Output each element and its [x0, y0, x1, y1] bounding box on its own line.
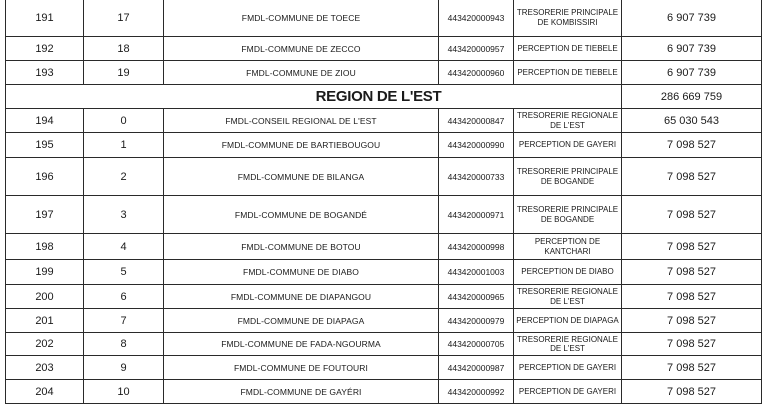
table-row — [6, 196, 762, 234]
account-code: 443420000943 — [439, 0, 514, 37]
row-index: 9 — [84, 356, 164, 380]
amount: 65 030 543 — [622, 109, 762, 133]
account-code: 443420000979 — [439, 309, 514, 333]
row-index: 0 — [84, 109, 164, 133]
table-row — [6, 285, 762, 309]
treasury-post: TRESORERIE PRINCIPALE DE BOGANDE — [514, 196, 622, 234]
commune-name: FMDL-COMMUNE DE DIABO — [164, 260, 439, 285]
treasury-post: PERCEPTION DE TIEBELE — [514, 61, 622, 85]
commune-name: FMDL-COMMUNE DE TOECE — [164, 0, 439, 37]
row-number: 200 — [6, 285, 84, 309]
treasury-post: PERCEPTION DE TIEBELE — [514, 37, 622, 61]
row-index: 7 — [84, 309, 164, 333]
treasury-post: PERCEPTION DE GAYERI — [514, 356, 622, 380]
commune-name: FMDL-CONSEIL REGIONAL DE L'EST — [164, 109, 439, 133]
amount: 6 907 739 — [622, 0, 762, 37]
account-code: 443420000965 — [439, 285, 514, 309]
row-number: 195 — [6, 133, 84, 158]
table-row — [6, 158, 762, 196]
row-number: 194 — [6, 109, 84, 133]
commune-name: FMDL-COMMUNE DE BARTIEBOUGOU — [164, 133, 439, 158]
row-index: 1 — [84, 133, 164, 158]
row-number: 203 — [6, 356, 84, 380]
table-row — [6, 37, 762, 61]
treasury-post: TRESORERIE PRINCIPALE DE BOGANDE — [514, 158, 622, 196]
row-number: 191 — [6, 0, 84, 37]
row-index: 18 — [84, 37, 164, 61]
amount: 7 098 527 — [622, 234, 762, 260]
commune-name: FMDL-COMMUNE DE DIAPANGOU — [164, 285, 439, 309]
commune-name: FMDL-COMMUNE DE FOUTOURI — [164, 356, 439, 380]
amount: 7 098 527 — [622, 196, 762, 234]
treasury-post: PERCEPTION DE KANTCHARI — [514, 234, 622, 260]
row-number: 192 — [6, 37, 84, 61]
account-code: 443420000733 — [439, 158, 514, 196]
table-row — [6, 260, 762, 285]
amount: 7 098 527 — [622, 285, 762, 309]
row-number: 204 — [6, 380, 84, 404]
table-row — [6, 356, 762, 380]
row-number: 201 — [6, 309, 84, 333]
commune-name: FMDL-COMMUNE DE ZECCO — [164, 37, 439, 61]
amount: 6 907 739 — [622, 61, 762, 85]
treasury-post: TRESORERIE REGIONALE DE L'EST — [514, 109, 622, 133]
commune-name: FMDL-COMMUNE DE DIAPAGA — [164, 309, 439, 333]
treasury-post: PERCEPTION DE GAYERI — [514, 133, 622, 158]
treasury-post: TRESORERIE PRINCIPALE DE KOMBISSIRI — [514, 0, 622, 37]
amount: 7 098 527 — [622, 309, 762, 333]
commune-name: FMDL-COMMUNE DE GAYÉRI — [164, 380, 439, 404]
account-code: 443420000960 — [439, 61, 514, 85]
table-row — [6, 0, 762, 37]
row-index: 8 — [84, 333, 164, 356]
amount: 7 098 527 — [622, 133, 762, 158]
treasury-post: PERCEPTION DE GAYERI — [514, 380, 622, 404]
row-number: 197 — [6, 196, 84, 234]
amount: 7 098 527 — [622, 356, 762, 380]
account-code: 443420000847 — [439, 109, 514, 133]
account-code: 443420000705 — [439, 333, 514, 356]
amount: 6 907 739 — [622, 37, 762, 61]
row-index: 2 — [84, 158, 164, 196]
table-row — [6, 61, 762, 85]
row-index: 19 — [84, 61, 164, 85]
account-code: 443420000971 — [439, 196, 514, 234]
row-index: 3 — [84, 196, 164, 234]
row-number: 199 — [6, 260, 84, 285]
row-index: 17 — [84, 0, 164, 37]
commune-name: FMDL-COMMUNE DE BOTOU — [164, 234, 439, 260]
treasury-post: TRESORERIE REGIONALE DE L'EST — [514, 333, 622, 356]
amount: 7 098 527 — [622, 158, 762, 196]
row-index: 5 — [84, 260, 164, 285]
commune-name: FMDL-COMMUNE DE FADA-NGOURMA — [164, 333, 439, 356]
region-row — [6, 85, 762, 109]
table-row — [6, 234, 762, 260]
region-name: REGION DE L'EST — [6, 85, 622, 109]
table-row — [6, 333, 762, 356]
account-code: 443420000987 — [439, 356, 514, 380]
amount: 7 098 527 — [622, 260, 762, 285]
account-code: 443420000957 — [439, 37, 514, 61]
treasury-post: PERCEPTION DE DIAPAGA — [514, 309, 622, 333]
commune-name: FMDL-COMMUNE DE ZIOU — [164, 61, 439, 85]
account-code: 443420000998 — [439, 234, 514, 260]
region-amount: 286 669 759 — [622, 85, 762, 109]
treasury-post: PERCEPTION DE DIABO — [514, 260, 622, 285]
table-row — [6, 109, 762, 133]
row-index: 10 — [84, 380, 164, 404]
allocation-table — [5, 0, 762, 404]
row-number: 202 — [6, 333, 84, 356]
row-index: 4 — [84, 234, 164, 260]
table-row — [6, 309, 762, 333]
commune-name: FMDL-COMMUNE DE BILANGA — [164, 158, 439, 196]
row-number: 198 — [6, 234, 84, 260]
row-number: 193 — [6, 61, 84, 85]
amount: 7 098 527 — [622, 380, 762, 404]
treasury-post: TRESORERIE REGIONALE DE L'EST — [514, 285, 622, 309]
row-index: 6 — [84, 285, 164, 309]
account-code: 443420001003 — [439, 260, 514, 285]
table-row — [6, 380, 762, 404]
table-row — [6, 133, 762, 158]
account-code: 443420000992 — [439, 380, 514, 404]
amount: 7 098 527 — [622, 333, 762, 356]
account-code: 443420000990 — [439, 133, 514, 158]
row-number: 196 — [6, 158, 84, 196]
commune-name: FMDL-COMMUNE DE BOGANDÉ — [164, 196, 439, 234]
